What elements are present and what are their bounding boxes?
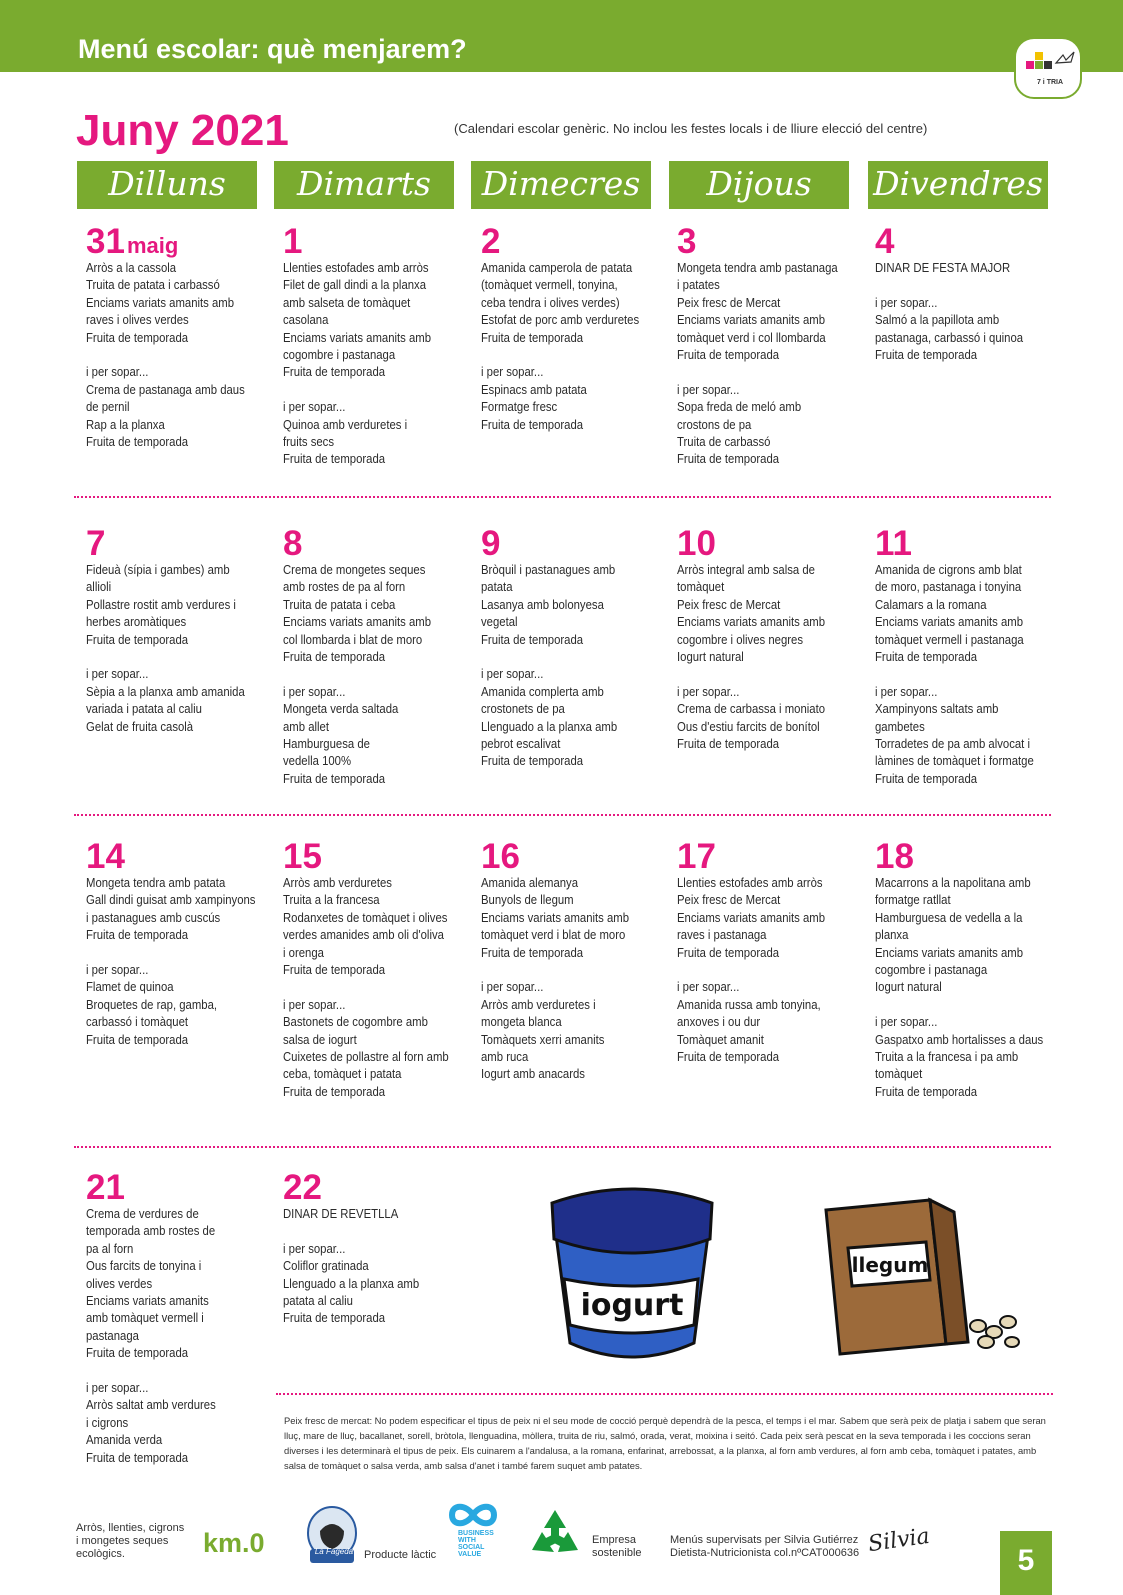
menu-item: cogombre i pastanaga — [875, 963, 988, 978]
menu-item: Fruita de temporada — [677, 737, 780, 752]
menu-item: i pastanagues amb cuscús — [86, 910, 221, 925]
menu-item: Gaspatxo amb hortalisses a daus — [875, 1032, 1044, 1047]
menu-item: Llenguado a la planxa amb — [481, 719, 618, 734]
weekday-header-tuesday: Dimarts — [274, 161, 454, 209]
dinner-label: i per sopar... — [677, 382, 740, 397]
calendar-note: (Calendari escolar genèric. No inclou les festes locals i de lliure elecció del centre) — [454, 121, 928, 136]
menu-item: ceba, tomàquet i patata — [283, 1067, 402, 1082]
dinner-label: i per sopar... — [86, 963, 149, 978]
bsv-line: BUSINESS — [458, 1530, 494, 1537]
menu-gap — [481, 962, 671, 979]
menu-item: Llenties estofades amb arròs — [677, 876, 823, 890]
menu-item: Enciams variats amanits — [86, 1294, 209, 1309]
menu-item: Pollastre rostit amb verdures i — [86, 597, 236, 612]
menu-item: Fruita de temporada — [875, 348, 978, 363]
day-month-label: maig — [126, 233, 179, 258]
menu-item: i orenga — [283, 945, 324, 960]
day-number — [677, 839, 867, 875]
day-number — [86, 224, 276, 260]
menu-gap — [283, 382, 473, 399]
menu-item: Fruita de temporada — [677, 348, 780, 363]
menu-gap — [283, 979, 473, 996]
menu-item: Amanida complerta amb — [481, 684, 604, 699]
dinner-label: i per sopar... — [677, 980, 740, 995]
menu-item: Llenties estofades amb arròs — [283, 261, 429, 275]
menu-item: mongeta blanca — [481, 1015, 562, 1030]
menu-item: Fruita de temporada — [481, 417, 584, 432]
week-separator — [74, 1146, 1051, 1148]
menu-item: Fruita de temporada — [677, 452, 780, 467]
menu-item: Fruita de temporada — [283, 771, 386, 786]
menu-item: Peix fresc de Mercat — [677, 295, 781, 310]
dinner-label: i per sopar... — [875, 1015, 938, 1030]
menu-gap — [86, 347, 276, 364]
menu-item: Crema de mongetes seques — [283, 563, 426, 577]
menu-item: làmines de tomàquet i formatge — [875, 754, 1034, 769]
menu-item: patata al caliu — [283, 1294, 353, 1309]
menu-item: Fruita de temporada — [86, 928, 189, 943]
week-separator — [74, 814, 1051, 816]
eco-note — [76, 1522, 184, 1561]
menu-gap — [86, 649, 276, 666]
dinner-label: i per sopar... — [481, 365, 544, 380]
day-number-value: 9 — [481, 524, 501, 563]
note-separator — [276, 1393, 1053, 1395]
menu-item: Fruita de temporada — [86, 1450, 189, 1465]
day-number-value: 21 — [86, 1168, 125, 1207]
menu-item: pa al forn — [86, 1241, 134, 1256]
day-number-value: 31 — [86, 222, 125, 261]
supervisor-note — [670, 1534, 859, 1560]
menu-item: Fruita de temporada — [481, 945, 584, 960]
day-number-value: 15 — [283, 837, 322, 876]
dinner-label: i per sopar... — [283, 997, 346, 1012]
menu-item: allioli — [86, 580, 112, 595]
menu-item: amb tomàquet vermell i — [86, 1311, 204, 1326]
menu-item: Fruita de temporada — [86, 435, 189, 450]
menu-item: Fruita de temporada — [875, 1084, 978, 1099]
weekday-header-monday: Dilluns — [77, 161, 257, 209]
menu-item: Amanida de cigrons amb blat — [875, 563, 1022, 577]
menu-item: Gall dindi guisat amb xampinyons — [86, 893, 256, 908]
menu-item: carbassó i tomàquet — [86, 1015, 189, 1030]
menu-item: Sopa freda de meló amb — [677, 400, 802, 415]
menu-item: Mongeta tendra amb patata — [86, 876, 226, 890]
dinner-label: i per sopar... — [86, 365, 149, 380]
menu-gap — [875, 666, 1065, 683]
day-cell — [86, 839, 276, 1049]
menu-gap — [875, 277, 1065, 294]
menu-item: Lasanya amb bolonyesa — [481, 597, 604, 612]
menu-item: Estofat de porc amb verduretes — [481, 313, 640, 328]
menu-item: tomàquet vermell i pastanaga — [875, 632, 1024, 647]
logo-square-icon — [1035, 52, 1043, 60]
menu-item: salsa de iogurt — [283, 1032, 357, 1047]
bsv-line: WITH — [458, 1537, 476, 1544]
menu-item: Fruita de temporada — [86, 1346, 189, 1361]
menu-item: vegetal — [481, 615, 518, 630]
day-number — [86, 526, 276, 562]
menu-item: Llenguado a la planxa amb — [283, 1276, 420, 1291]
menu-item: Enciams variats amanits amb — [677, 910, 826, 925]
menu-item: Iogurt natural — [677, 650, 744, 665]
llegum-label: llegum — [851, 1253, 929, 1277]
menu-item: Xampinyons saltats amb — [875, 702, 999, 717]
menu-item: crostons de pa — [677, 417, 752, 432]
menu-item: Torradetes de pa amb alvocat i — [875, 737, 1030, 752]
supervisor-line: Menús supervisats per Silvia Gutiérrez — [670, 1534, 859, 1546]
logo-square-icon — [1035, 61, 1043, 69]
dinner-label: i per sopar... — [283, 1241, 346, 1256]
menu-item: Iogurt amb anacards — [481, 1067, 585, 1082]
logo-square-icon — [1026, 61, 1034, 69]
menu-item: Crema de verdures de — [86, 1207, 199, 1221]
logo-text: 7 i TRIA — [1036, 79, 1064, 86]
bsv-line: SOCIAL — [458, 1544, 485, 1551]
menu-item: Bunyols de llegum — [481, 893, 574, 908]
iogurt-label: iogurt — [580, 1288, 684, 1323]
menu-item: Enciams variats amanits amb — [283, 615, 432, 630]
menu-item: Quinoa amb verduretes i — [283, 417, 408, 432]
bird-icon — [1054, 49, 1076, 69]
eco-note-line: ecològics. — [76, 1548, 125, 1560]
menu-item: Ous d'estiu farcits de bonítol — [677, 719, 820, 734]
day-number-value: 3 — [677, 222, 697, 261]
menu-item: Truita a la francesa — [283, 893, 380, 908]
page-number: 5 — [1000, 1531, 1052, 1595]
menu-item: Coliflor gratinada — [283, 1259, 369, 1274]
menu-gap — [677, 962, 867, 979]
menu-item: Enciams variats amanits amb — [875, 945, 1024, 960]
menu-item: Enciams variats amanits amb — [677, 313, 826, 328]
menu-item: tomàquet verd i blat de moro — [481, 928, 626, 943]
menu-item: Hamburguesa de — [283, 737, 370, 752]
day-cell — [283, 526, 473, 788]
menu-gap — [283, 666, 473, 683]
menu-item: Espinacs amb patata — [481, 382, 587, 397]
menu-item: Formatge fresc — [481, 400, 558, 415]
menu-item: DINAR DE REVETLLA — [283, 1207, 399, 1221]
menu-item: tomàquet — [875, 1067, 923, 1082]
menu-item: Macarrons a la napolitana amb — [875, 876, 1031, 890]
menu-item: Gelat de fruita casolà — [86, 719, 194, 734]
day-number — [875, 224, 1065, 260]
day-number — [283, 839, 473, 875]
day-number — [86, 839, 276, 875]
menu-item: Sèpia a la planxa amb amanida — [86, 684, 245, 699]
menu-item: Enciams variats amanits amb — [481, 910, 630, 925]
menu-item: raves i olives verdes — [86, 313, 189, 328]
day-number-value: 4 — [875, 222, 895, 261]
menu-item: Fideuà (sípia i gambes) amb — [86, 563, 230, 577]
day-number-value: 10 — [677, 524, 716, 563]
dinner-label: i per sopar... — [86, 1381, 149, 1396]
month-title: Juny 2021 — [76, 106, 289, 155]
menu-item: Fruita de temporada — [677, 1050, 780, 1065]
menu-item: Salmó a la papillota amb — [875, 313, 1000, 328]
day-number — [283, 224, 473, 260]
page-title: Menú escolar: què menjarem? — [78, 34, 467, 64]
menu-item: Crema de carbassa i moniato — [677, 702, 826, 717]
day-cell — [283, 224, 473, 469]
dinner-label: i per sopar... — [875, 295, 938, 310]
menu-item: amb ruca — [481, 1050, 529, 1065]
day-cell — [283, 839, 473, 1101]
recycle-icon — [526, 1506, 584, 1562]
menu-item: Flamet de quinoa — [86, 980, 174, 995]
menu-item: tomàquet verd i col llombarda — [677, 330, 826, 345]
menu-item: Amanida russa amb tonyina, — [677, 997, 821, 1012]
menu-item: Crema de pastanaga amb daus — [86, 382, 245, 397]
day-cell — [481, 839, 671, 1084]
menu-gap — [283, 1223, 473, 1240]
menu-item: de moro, pastanaga i tonyina — [875, 580, 1022, 595]
day-cell — [481, 526, 671, 771]
day-cell — [875, 224, 1065, 364]
menu-item: raves i pastanaga — [677, 928, 767, 943]
menu-item: formatge ratllat — [875, 893, 951, 908]
bsv-label — [458, 1530, 494, 1558]
day-cell — [86, 1170, 276, 1467]
menu-item: col llombarda i blat de moro — [283, 632, 423, 647]
menu-item: Rodanxetes de tomàquet i olives — [283, 910, 448, 925]
day-number-value: 22 — [283, 1168, 322, 1207]
menu-item: crostonets de pa — [481, 702, 565, 717]
dinner-label: i per sopar... — [481, 980, 544, 995]
day-number — [283, 526, 473, 562]
menu-item: Iogurt natural — [875, 980, 942, 995]
dinner-label: i per sopar... — [677, 684, 740, 699]
menu-item: Truita de patata i ceba — [283, 597, 396, 612]
menu-item: Enciams variats amanits amb — [283, 330, 432, 345]
iogurt-illustration — [542, 1175, 722, 1365]
menu-item: Enciams variats amanits amb — [875, 615, 1024, 630]
day-cell — [481, 224, 671, 434]
menu-item: Enciams variats amanits amb — [677, 615, 826, 630]
menu-item: Enciams variats amanits amb — [86, 295, 235, 310]
dinner-label: i per sopar... — [86, 667, 149, 682]
day-number — [481, 224, 671, 260]
eco-note-line: i mongetes seques — [76, 1535, 169, 1547]
menu-item: Arròs integral amb salsa de — [677, 563, 815, 577]
menu-item: gambetes — [875, 719, 925, 734]
menu-item: Fruita de temporada — [283, 1084, 386, 1099]
menu-item: DINAR DE FESTA MAJOR — [875, 261, 1011, 275]
day-cell — [677, 839, 867, 1066]
menu-item: Fruita de temporada — [283, 650, 386, 665]
signature: Silvia — [866, 1523, 932, 1558]
day-number — [481, 839, 671, 875]
menu-item: Tomàquets xerri amanits — [481, 1032, 605, 1047]
menu-item: amb rostes de pa al forn — [283, 580, 406, 595]
eco-note-line: Arròs, llenties, cigrons — [76, 1522, 185, 1534]
day-number-value: 7 — [86, 524, 106, 563]
day-number-value: 8 — [283, 524, 303, 563]
km0-logo: km.0 — [203, 1528, 265, 1558]
menu-item: Cuixetes de pollastre al forn amb — [283, 1050, 449, 1065]
menu-gap — [875, 997, 1065, 1014]
menu-item: Arròs amb verduretes i — [481, 997, 596, 1012]
menu-gap — [677, 666, 867, 683]
dinner-label: i per sopar... — [283, 684, 346, 699]
dinner-label: i per sopar... — [283, 400, 346, 415]
menu-item: Tomàquet amanit — [677, 1032, 764, 1047]
menu-item: herbes aromàtiques — [86, 615, 187, 630]
menu-item: Fruita de temporada — [875, 650, 978, 665]
day-number — [875, 839, 1065, 875]
day-number-value: 2 — [481, 222, 501, 261]
menu-item: amb salseta de tomàquet — [283, 295, 411, 310]
menu-item: patata — [481, 580, 513, 595]
menu-item: Mongeta verda saltada — [283, 702, 399, 717]
day-number-value: 17 — [677, 837, 716, 876]
menu-item: anxoves i ou dur — [677, 1015, 761, 1030]
menu-item: Mongeta tendra amb pastanaga — [677, 261, 838, 275]
fish-note: Peix fresc de mercat: No podem especificar el tipus de peix ni el seu mode de cocció perquè dependrà de la pesca, el temps i el mar. Sabem que serà peix de platja i sabem que seran lluç, mare de lluç, bacallanet, sorell, bròtola, llenguadina, mòllera, truita de riu, salmó, orada, verat, moixina i seitó. Cada peix serà pescat en la seva temporada i les coccions seran diverses i les determinarà el tipus de peix. Els cuinarem a l'andalusa, a la romana, enfarinat, arrebossat, a la planxa, al forn amb verdures, al forn amb ceba, tomàquet i patates, amb salsa de tomàquet o salsa verda, amb salsa d'anet i també farem suquet amb patates. — [284, 1415, 1046, 1471]
day-number — [677, 526, 867, 562]
day-cell — [283, 1170, 473, 1328]
week-separator — [74, 496, 1051, 498]
day-number-value: 18 — [875, 837, 914, 876]
menu-item: Amanida alemanya — [481, 876, 579, 890]
menu-gap — [481, 649, 671, 666]
menu-item: verdes amanides amb oli d'oliva — [283, 928, 444, 943]
dinner-label: i per sopar... — [875, 684, 938, 699]
menu-item: Hamburguesa de vedella a la — [875, 910, 1023, 925]
menu-gap — [86, 1363, 276, 1380]
menu-item: (tomàquet vermell, tonyina, — [481, 278, 618, 293]
menu-item: pastanaga, carbassó i quinoa — [875, 330, 1024, 345]
infinity-icon — [448, 1500, 498, 1530]
menu-item: cogombre i pastanaga — [283, 348, 396, 363]
menu-item: amb allet — [283, 719, 329, 734]
menu-item: Fruita de temporada — [86, 1032, 189, 1047]
menu-gap — [481, 347, 671, 364]
menu-item: Arròs saltat amb verdures — [86, 1398, 216, 1413]
menu-item: Amanida camperola de patata — [481, 261, 633, 275]
day-cell — [677, 526, 867, 753]
day-cell — [875, 526, 1065, 788]
weekday-header-thursday: Dijous — [669, 161, 849, 209]
weekday-header-wednesday: Dimecres — [471, 161, 651, 209]
menu-item: Fruita de temporada — [481, 632, 584, 647]
menu-item: Fruita de temporada — [481, 330, 584, 345]
menu-item: Ous farcits de tonyina i — [86, 1259, 202, 1274]
menu-item: Peix fresc de Mercat — [677, 597, 781, 612]
menu-item: Fruita de temporada — [283, 963, 386, 978]
day-cell — [86, 526, 276, 736]
day-number — [283, 1170, 473, 1206]
menu-item: Arròs amb verduretes — [283, 876, 392, 890]
menu-item: Fruita de temporada — [875, 771, 978, 786]
weekday-header-friday: Divendres — [868, 161, 1048, 209]
menu-item: olives verdes — [86, 1276, 153, 1291]
llegum-illustration — [818, 1192, 1028, 1372]
menu-item: Calamars a la romana — [875, 597, 987, 612]
day-number-value: 11 — [875, 524, 912, 563]
day-number — [86, 1170, 276, 1206]
fageda-cow-icon — [304, 1505, 360, 1567]
menu-item: vedella 100% — [283, 754, 352, 769]
menu-item: variada i patata al caliu — [86, 702, 202, 717]
dinner-label: i per sopar... — [481, 667, 544, 682]
menu-item: Truita de carbassó — [677, 435, 771, 450]
menu-item: ceba tendra i olives verdes) — [481, 295, 620, 310]
menu-item: Bastonets de cogombre amb — [283, 1015, 428, 1030]
sustainable-line: Empresa — [592, 1534, 637, 1546]
menu-item: Broquetes de rap, gamba, — [86, 997, 218, 1012]
menu-item: Fruita de temporada — [283, 365, 386, 380]
menu-item: Fruita de temporada — [86, 632, 189, 647]
menu-item: cogombre i olives negres — [677, 632, 804, 647]
menu-gap — [86, 945, 276, 962]
lactic-label: Producte làctic — [364, 1549, 437, 1561]
menu-gap — [677, 364, 867, 381]
menu-item: Amanida verda — [86, 1433, 163, 1448]
menu-item: Truita de patata i carbassó — [86, 278, 220, 293]
day-number — [481, 526, 671, 562]
menu-item: Peix fresc de Mercat — [677, 893, 781, 908]
menu-item: Fruita de temporada — [283, 1311, 386, 1326]
sustainable-label — [592, 1534, 642, 1560]
menu-item: Filet de gall dindi a la planxa — [283, 278, 427, 293]
bsv-line: VALUE — [458, 1551, 482, 1558]
sustainable-line: sostenible — [592, 1547, 642, 1559]
day-number-value: 14 — [86, 837, 125, 876]
menu-item: temporada amb rostes de — [86, 1224, 216, 1239]
menu-item: Arròs a la cassola — [86, 261, 177, 275]
logo-7itria — [1014, 37, 1082, 99]
menu-item: Fruita de temporada — [677, 945, 780, 960]
menu-item: tomàquet — [677, 580, 725, 595]
menu-item: casolana — [283, 313, 329, 328]
menu-item: Rap a la planxa — [86, 417, 165, 432]
menu-item: i patates — [677, 278, 720, 293]
day-number-value: 16 — [481, 837, 520, 876]
fageda-label: La Fageda — [314, 1547, 354, 1556]
menu-item: Bròquil i pastanagues amb — [481, 563, 616, 577]
menu-item: de pernil — [86, 400, 130, 415]
menu-item: planxa — [875, 928, 909, 943]
day-number-value: 1 — [283, 222, 303, 261]
menu-item: fruits secs — [283, 435, 335, 450]
menu-item: i cigrons — [86, 1415, 129, 1430]
menu-item: Truita a la francesa i pa amb — [875, 1050, 1019, 1065]
menu-item: pastanaga — [86, 1328, 139, 1343]
day-cell — [875, 839, 1065, 1101]
menu-item: pebrot escalivat — [481, 737, 561, 752]
day-number — [875, 526, 1065, 562]
logo-square-icon — [1044, 61, 1052, 69]
day-number — [677, 224, 867, 260]
day-cell — [86, 224, 276, 451]
day-cell — [677, 224, 867, 469]
supervisor-line: Dietista-Nutricionista col.nºCAT000636 — [670, 1547, 860, 1559]
menu-item: Fruita de temporada — [283, 452, 386, 467]
menu-item: Fruita de temporada — [481, 754, 584, 769]
menu-item: Fruita de temporada — [86, 330, 189, 345]
